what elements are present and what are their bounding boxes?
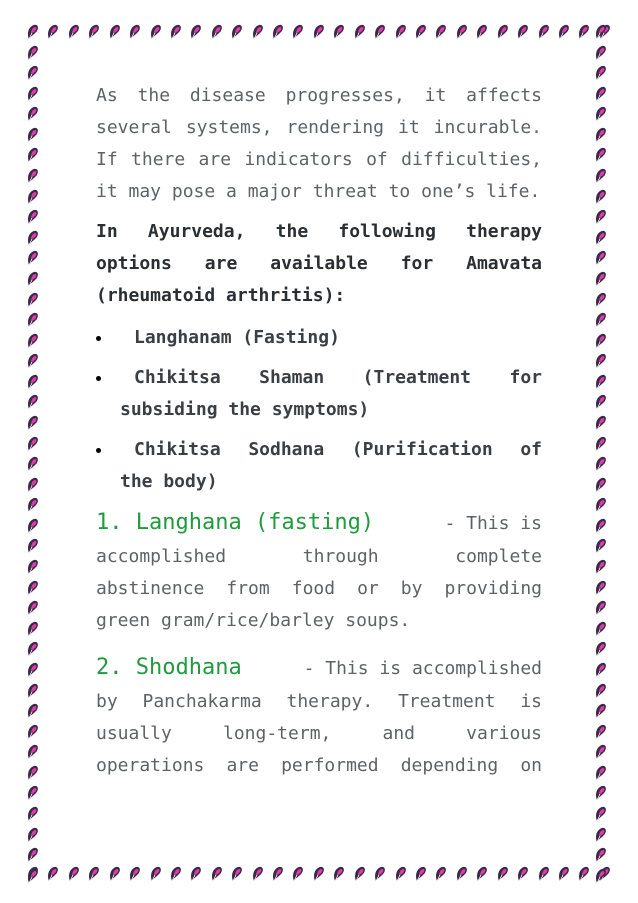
- section-line: green gram/rice/barley soups.: [96, 610, 411, 631]
- leaf-ornament-icon: [594, 312, 608, 328]
- leaf-ornament-icon: [353, 866, 367, 882]
- leaf-ornament-icon: [26, 394, 40, 410]
- leaf-ornament-icon: [594, 559, 608, 575]
- leaf-ornament-icon: [26, 641, 40, 657]
- section-shodhana: [96, 651, 542, 782]
- leaf-ornament-icon: [455, 24, 469, 40]
- leaf-ornament-icon: [594, 250, 608, 266]
- leaf-ornament-icon: [108, 24, 122, 40]
- leaf-ornament-icon: [594, 497, 608, 513]
- leaf-ornament-icon: [594, 147, 608, 163]
- leaf-ornament-icon: [26, 827, 40, 843]
- leaf-ornament-icon: [516, 24, 530, 40]
- leaf-ornament-icon: [271, 24, 285, 40]
- leaf-ornament-icon: [594, 209, 608, 225]
- leaf-ornament-icon: [26, 147, 40, 163]
- leaf-ornament-icon: [26, 45, 40, 61]
- leaf-ornament-icon: [594, 394, 608, 410]
- bullet-dot-icon: [96, 376, 101, 381]
- leaf-ornament-icon: [455, 866, 469, 882]
- leaf-ornament-icon: [67, 866, 81, 882]
- leaf-ornament-icon: [87, 866, 101, 882]
- leaf-ornament-icon: [594, 868, 608, 884]
- intro-line: As the disease progresses, it affects: [96, 85, 542, 106]
- leaf-ornament-icon: [332, 866, 346, 882]
- leaf-ornament-icon: [475, 24, 489, 40]
- leaf-ornament-icon: [373, 24, 387, 40]
- leaf-ornament-icon: [26, 456, 40, 472]
- leaf-ornament-icon: [251, 24, 265, 40]
- therapy-options-list: [96, 322, 542, 498]
- leaf-ornament-icon: [26, 374, 40, 390]
- leaf-ornament-icon: [434, 866, 448, 882]
- leaf-ornament-icon: [594, 127, 608, 143]
- leaf-ornament-icon: [26, 559, 40, 575]
- list-item-text: Chikitsa Shaman (Treatment for: [134, 367, 542, 388]
- leaf-ornament-icon: [26, 703, 40, 719]
- leaf-ornament-icon: [594, 765, 608, 781]
- bullet-dot-icon: [96, 336, 101, 341]
- leaf-ornament-icon: [26, 744, 40, 760]
- section-langhana: [96, 506, 542, 637]
- leaf-ornament-icon: [594, 683, 608, 699]
- section-first-line: [96, 506, 542, 541]
- section-heading: 1. Langhana (fasting): [96, 510, 375, 535]
- list-item: [96, 434, 542, 498]
- leaf-ornament-icon: [210, 866, 224, 882]
- leaf-ornament-icon: [594, 538, 608, 554]
- leaf-ornament-icon: [26, 189, 40, 205]
- leaf-ornament-icon: [26, 436, 40, 452]
- intro-line: it may pose a major threat to one’s life.: [96, 181, 541, 202]
- leaf-ornament-icon: [149, 24, 163, 40]
- leaf-ornament-icon: [189, 866, 203, 882]
- leaf-ornament-icon: [26, 333, 40, 349]
- leaf-ornament-icon: [594, 744, 608, 760]
- list-item: [96, 322, 542, 354]
- leaf-ornament-icon: [414, 24, 428, 40]
- leaf-ornament-icon: [594, 415, 608, 431]
- leaf-ornament-icon: [594, 827, 608, 843]
- leaf-ornament-icon: [594, 436, 608, 452]
- leaf-ornament-icon: [557, 24, 571, 40]
- leaf-ornament-icon: [108, 866, 122, 882]
- leaf-ornament-icon: [26, 230, 40, 246]
- leaf-ornament-icon: [594, 785, 608, 801]
- leaf-ornament-icon: [26, 106, 40, 122]
- list-item-text: Langhanam (Fasting): [134, 327, 340, 348]
- leaf-ornament-icon: [26, 724, 40, 740]
- leaf-ornament-icon: [594, 230, 608, 246]
- leaf-ornament-icon: [373, 866, 387, 882]
- leaf-ornament-icon: [594, 24, 608, 40]
- leaf-ornament-icon: [332, 24, 346, 40]
- leaf-ornament-icon: [594, 168, 608, 184]
- page-border-left: [26, 24, 44, 884]
- therapy-intro-line: options are available for Amavata: [96, 253, 542, 274]
- leaf-ornament-icon: [291, 24, 305, 40]
- leaf-ornament-icon: [149, 866, 163, 882]
- leaf-ornament-icon: [26, 621, 40, 637]
- leaf-ornament-icon: [594, 374, 608, 390]
- leaf-ornament-icon: [26, 477, 40, 493]
- leaf-ornament-icon: [26, 250, 40, 266]
- leaf-ornament-icon: [26, 538, 40, 554]
- leaf-ornament-icon: [594, 456, 608, 472]
- intro-paragraph: [96, 80, 542, 208]
- leaf-ornament-icon: [594, 518, 608, 534]
- therapy-intro-line: (rheumatoid arthritis):: [96, 285, 346, 306]
- therapy-intro-line: In Ayurveda, the following therapy: [96, 221, 542, 242]
- leaf-ornament-icon: [594, 703, 608, 719]
- leaf-ornament-icon: [46, 866, 60, 882]
- leaf-ornament-icon: [594, 292, 608, 308]
- intro-line: several systems, rendering it incurable.: [96, 117, 542, 138]
- leaf-ornament-icon: [594, 106, 608, 122]
- leaf-ornament-icon: [26, 765, 40, 781]
- section-heading: 2. Shodhana: [96, 655, 242, 680]
- leaf-ornament-icon: [26, 415, 40, 431]
- leaf-ornament-icon: [594, 333, 608, 349]
- therapy-intro-paragraph: [96, 216, 542, 312]
- leaf-ornament-icon: [594, 641, 608, 657]
- leaf-ornament-icon: [67, 24, 81, 40]
- section-first-line-rest: - This is accomplished: [303, 658, 542, 679]
- leaf-ornament-icon: [594, 65, 608, 81]
- leaf-ornament-icon: [496, 866, 510, 882]
- leaf-ornament-icon: [26, 518, 40, 534]
- leaf-ornament-icon: [210, 24, 224, 40]
- section-line: accomplished through complete: [96, 546, 542, 567]
- leaf-ornament-icon: [475, 866, 489, 882]
- leaf-ornament-icon: [26, 127, 40, 143]
- leaf-ornament-icon: [594, 86, 608, 102]
- document-body: [96, 80, 542, 782]
- leaf-ornament-icon: [26, 24, 40, 40]
- leaf-ornament-icon: [594, 477, 608, 493]
- leaf-ornament-icon: [26, 312, 40, 328]
- leaf-ornament-icon: [26, 168, 40, 184]
- leaf-ornament-icon: [26, 209, 40, 225]
- leaf-ornament-icon: [26, 271, 40, 287]
- page-border-top: [26, 24, 612, 42]
- leaf-ornament-icon: [312, 866, 326, 882]
- section-line: operations are performed depending on: [96, 755, 542, 776]
- leaf-ornament-icon: [26, 497, 40, 513]
- leaf-ornament-icon: [516, 866, 530, 882]
- leaf-ornament-icon: [291, 866, 305, 882]
- leaf-ornament-icon: [26, 785, 40, 801]
- leaf-ornament-icon: [26, 86, 40, 102]
- list-item-text: the body): [120, 471, 218, 492]
- leaf-ornament-icon: [594, 806, 608, 822]
- section-line: by Panchakarma therapy. Treatment is: [96, 691, 542, 712]
- leaf-ornament-icon: [594, 580, 608, 596]
- leaf-ornament-icon: [26, 868, 40, 884]
- leaf-ornament-icon: [537, 24, 551, 40]
- section-line: abstinence from food or by providing: [96, 578, 542, 599]
- leaf-ornament-icon: [594, 271, 608, 287]
- section-first-line-rest: - This is: [444, 513, 542, 534]
- leaf-ornament-icon: [353, 24, 367, 40]
- leaf-ornament-icon: [189, 24, 203, 40]
- leaf-ornament-icon: [128, 866, 142, 882]
- leaf-ornament-icon: [537, 866, 551, 882]
- leaf-ornament-icon: [594, 353, 608, 369]
- leaf-ornament-icon: [594, 600, 608, 616]
- leaf-ornament-icon: [251, 866, 265, 882]
- leaf-ornament-icon: [312, 24, 326, 40]
- leaf-ornament-icon: [577, 866, 591, 882]
- leaf-ornament-icon: [594, 724, 608, 740]
- leaf-ornament-icon: [594, 621, 608, 637]
- leaf-ornament-icon: [26, 662, 40, 678]
- leaf-ornament-icon: [434, 24, 448, 40]
- list-item-text: Chikitsa Sodhana (Purification of: [134, 439, 542, 460]
- leaf-ornament-icon: [26, 580, 40, 596]
- leaf-ornament-icon: [394, 866, 408, 882]
- bullet-dot-icon: [96, 448, 101, 453]
- leaf-ornament-icon: [26, 353, 40, 369]
- leaf-ornament-icon: [26, 806, 40, 822]
- leaf-ornament-icon: [230, 24, 244, 40]
- leaf-ornament-icon: [594, 45, 608, 61]
- section-first-line: [96, 651, 542, 686]
- page-border-bottom: [26, 866, 612, 884]
- leaf-ornament-icon: [271, 866, 285, 882]
- section-line: usually long-term, and various: [96, 723, 542, 744]
- leaf-ornament-icon: [169, 866, 183, 882]
- leaf-ornament-icon: [169, 24, 183, 40]
- leaf-ornament-icon: [87, 24, 101, 40]
- leaf-ornament-icon: [26, 600, 40, 616]
- leaf-ornament-icon: [577, 24, 591, 40]
- leaf-ornament-icon: [414, 866, 428, 882]
- leaf-ornament-icon: [46, 24, 60, 40]
- list-item: [96, 362, 542, 426]
- leaf-ornament-icon: [26, 847, 40, 863]
- list-item-text: subsiding the symptoms): [120, 399, 370, 420]
- leaf-ornament-icon: [594, 189, 608, 205]
- leaf-ornament-icon: [557, 866, 571, 882]
- leaf-ornament-icon: [496, 24, 510, 40]
- leaf-ornament-icon: [128, 24, 142, 40]
- intro-line: If there are indicators of difficulties,: [96, 149, 542, 170]
- leaf-ornament-icon: [26, 65, 40, 81]
- leaf-ornament-icon: [594, 662, 608, 678]
- leaf-ornament-icon: [394, 24, 408, 40]
- leaf-ornament-icon: [26, 683, 40, 699]
- leaf-ornament-icon: [26, 292, 40, 308]
- leaf-ornament-icon: [230, 866, 244, 882]
- page-border-right: [594, 24, 612, 884]
- leaf-ornament-icon: [594, 847, 608, 863]
